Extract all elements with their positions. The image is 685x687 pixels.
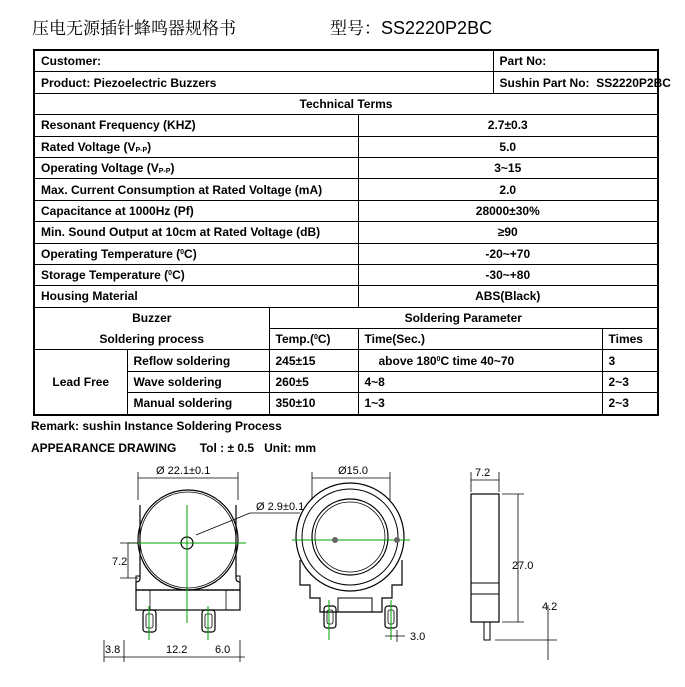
- term-row: [34, 115, 658, 136]
- solder-time-text: above 180: [378, 353, 437, 368]
- sushin-part-no-value: SS2220P2BC: [596, 75, 671, 90]
- back-view: [296, 483, 404, 628]
- solder-process: Manual soldering: [127, 393, 269, 415]
- term-name-text: C): [184, 246, 197, 261]
- term-name: [34, 136, 358, 157]
- technical-terms-row: [34, 93, 658, 114]
- term-value: 2.7±0.3: [358, 115, 658, 136]
- term-name: Max. Current Consumption at Rated Voltage (mA): [34, 179, 358, 200]
- solder-header-row: [34, 307, 658, 328]
- soldering-parameter-heading: Soldering Parameter: [269, 307, 658, 328]
- solder-subheader-row: [34, 329, 658, 350]
- term-value: 2.0: [358, 179, 658, 200]
- temp-heading-text: C): [317, 332, 331, 347]
- solder-times: 3: [602, 350, 658, 371]
- term-name-superscript: 0: [168, 270, 173, 278]
- solder-times: 2~3: [602, 393, 658, 415]
- term-value: -30~+80: [358, 264, 658, 285]
- times-heading: Times: [602, 329, 658, 350]
- solder-process: Wave soldering: [127, 371, 269, 392]
- solder-row: [34, 350, 658, 371]
- tolerance-label: Tol : ± 0.5: [199, 441, 255, 455]
- unit-label: Unit: mm: [264, 441, 317, 455]
- customer-label: Customer:: [34, 50, 493, 72]
- term-name-subscript: P-P: [158, 168, 171, 176]
- model-label: 型号：: [330, 19, 381, 39]
- height-7-2-label: 7.2: [112, 556, 128, 568]
- right-6-0-label: 6.0: [215, 644, 231, 656]
- term-name: Housing Material: [34, 286, 358, 307]
- soldering-process-heading: Soldering process: [34, 329, 269, 350]
- term-row: [34, 243, 658, 264]
- solder-time-text: C time 40~70: [440, 353, 515, 368]
- solder-temp: 350±10: [269, 393, 358, 415]
- back-contact-left: [332, 537, 338, 543]
- technical-terms-heading: Technical Terms: [34, 93, 658, 114]
- term-row: [34, 179, 658, 200]
- term-name: Resonant Frequency (KHZ): [34, 115, 358, 136]
- term-value: 28000±30%: [358, 200, 658, 221]
- buzzer-heading: Buzzer: [34, 307, 269, 328]
- term-value: ABS(Black): [358, 286, 658, 307]
- solder-times: 2~3: [602, 371, 658, 392]
- term-name: [34, 157, 358, 178]
- product-label: Product: Piezoelectric Buzzers: [34, 72, 493, 93]
- temp-heading: [269, 329, 358, 350]
- solder-time: 1~3: [358, 393, 602, 415]
- term-name: [34, 243, 358, 264]
- lead-free-label: Lead Free: [34, 350, 127, 415]
- back-contact-right: [394, 537, 400, 543]
- side-width-label: 7.2: [475, 467, 491, 479]
- term-row: [34, 200, 658, 221]
- solder-temp: 260±5: [269, 371, 358, 392]
- term-value: 5.0: [358, 136, 658, 157]
- pin-length-label: 4.2: [542, 601, 558, 613]
- term-row: [34, 222, 658, 243]
- term-name-text: ): [147, 139, 152, 154]
- product-row: [34, 72, 658, 93]
- term-name-text: ): [170, 161, 175, 176]
- term-row: [34, 157, 658, 178]
- term-name: Min. Sound Output at 10cm at Rated Voltage (dB): [34, 222, 358, 243]
- appearance-drawing: [0, 455, 685, 687]
- document-title: 压电无源插针蜂鸣器规格书: [32, 19, 236, 39]
- term-name-text: Operating Temperature (: [41, 246, 181, 261]
- hole-diameter-label: Ø 2.9±0.1: [256, 501, 305, 513]
- temp-heading-superscript: 0: [313, 334, 318, 342]
- solder-row: [34, 371, 658, 392]
- appearance-heading: [31, 441, 316, 455]
- solder-time-superscript: 0: [436, 355, 441, 363]
- solder-temp: 245±15: [269, 350, 358, 371]
- remark-text: Remark: sushin Instance Soldering Process: [31, 419, 282, 433]
- term-name-subscript: P-P: [135, 146, 148, 154]
- term-value: -20~+70: [358, 243, 658, 264]
- model-value: SS2220P2BC: [381, 18, 493, 38]
- term-name: Capacitance at 1000Hz (Pf): [34, 200, 358, 221]
- temp-heading-text: Temp.(: [275, 332, 314, 347]
- front-view: [136, 490, 240, 632]
- solder-time: [358, 350, 602, 371]
- spec-table: [33, 49, 671, 416]
- term-name-text: Rated Voltage (V: [41, 139, 136, 154]
- term-name-text: Operating Voltage (V: [41, 161, 159, 176]
- term-row: [34, 136, 658, 157]
- customer-row: [34, 50, 658, 72]
- pin-spacing-label: 12.2: [166, 644, 188, 656]
- solder-row: [34, 393, 658, 415]
- solder-process: Reflow soldering: [127, 350, 269, 371]
- term-name-text: Storage Temperature (: [41, 268, 169, 283]
- solder-time: 4~8: [358, 371, 602, 392]
- term-name-superscript: 0: [180, 248, 185, 256]
- part-no-label: Part No:: [493, 50, 658, 72]
- back-diameter-label: Ø15.0: [338, 465, 368, 477]
- term-row: [34, 286, 658, 307]
- term-value: 3~15: [358, 157, 658, 178]
- time-heading: Time(Sec.): [358, 329, 602, 350]
- front-diameter-label: Ø 22.1±0.1: [156, 465, 211, 477]
- side-height-label: 27.0: [512, 560, 534, 572]
- term-value: ≥90: [358, 222, 658, 243]
- back-3-0-label: 3.0: [410, 631, 426, 643]
- term-row: [34, 264, 658, 285]
- side-view: [471, 494, 499, 640]
- term-name-text: C): [172, 268, 185, 283]
- appearance-label: APPEARANCE DRAWING: [31, 441, 177, 455]
- left-3-8-label: 3.8: [105, 644, 121, 656]
- sushin-part-no: [493, 72, 671, 93]
- sushin-part-no-label: Sushin Part No:: [499, 75, 590, 90]
- model-heading: [330, 14, 492, 39]
- term-name: [34, 264, 358, 285]
